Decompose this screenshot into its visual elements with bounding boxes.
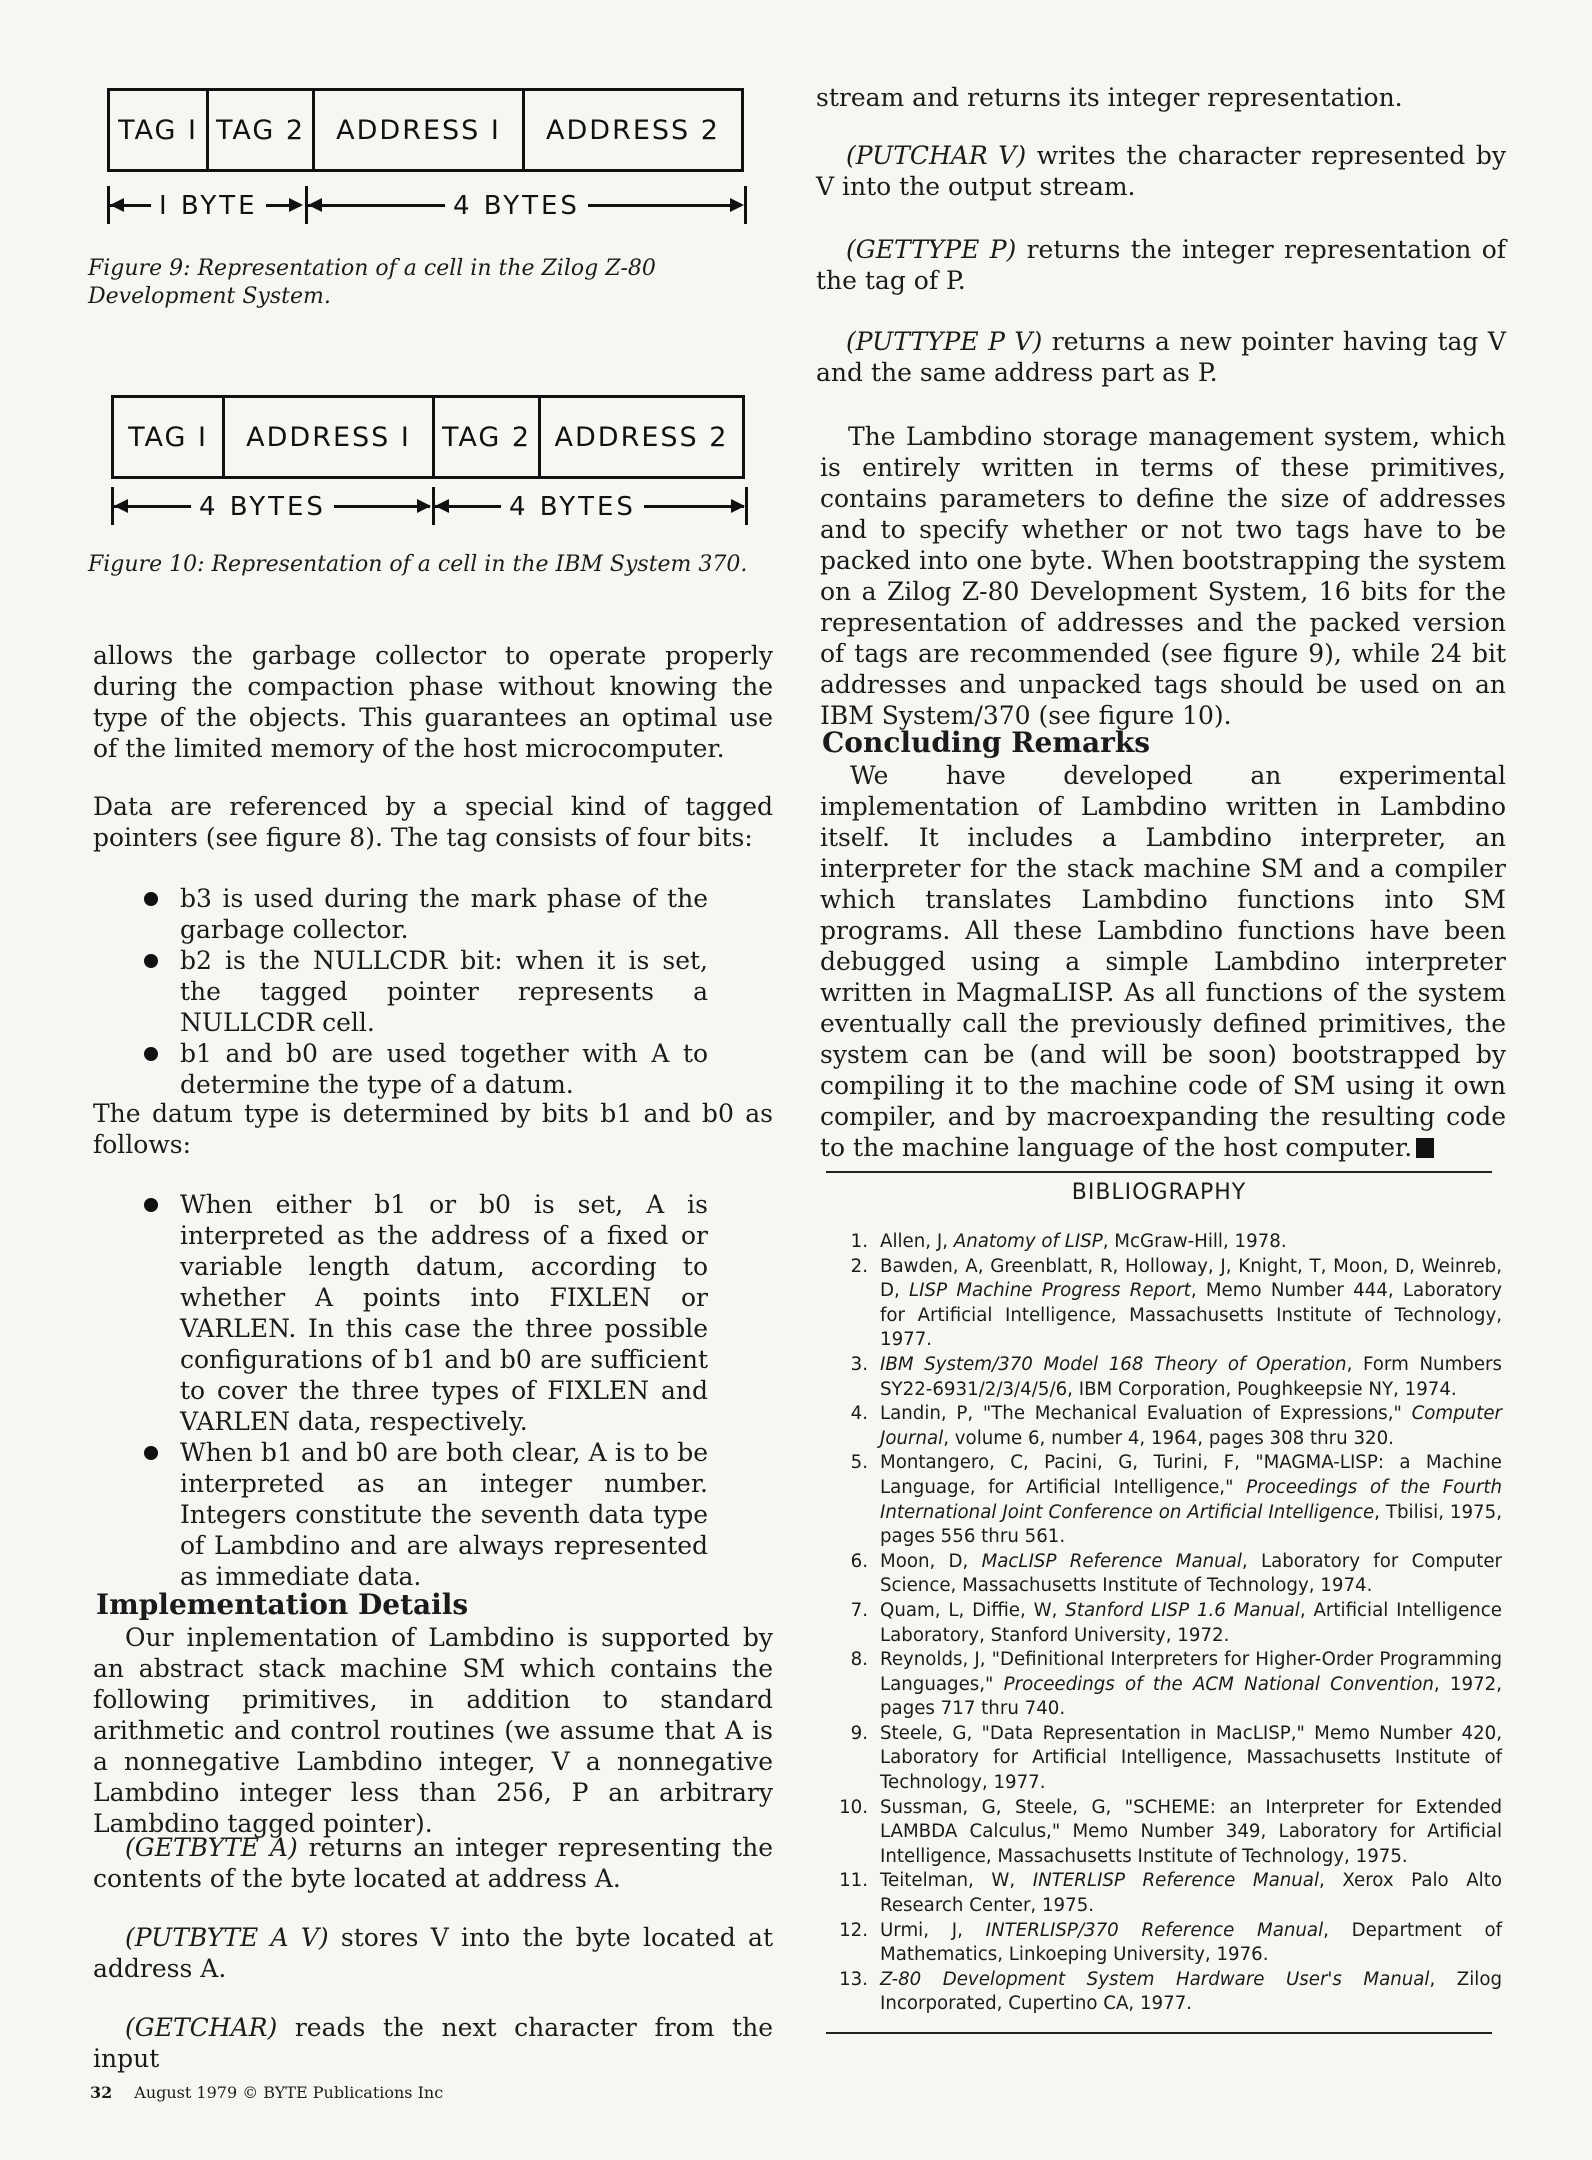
- section-heading-implementation: Implementation Details: [96, 1588, 469, 1621]
- bibliography-item: 8. Reynolds, J, "Definitional Interpreters for Higher-Order Programming Languages," Proceedings of the ACM National Convention, 1972, pages 717 thru 740.: [850, 1649, 1502, 1720]
- list-item: When b1 and b0 are both clear, A is to be interpreted as an integer number. Integers constitute the seventh data type of Lambdino and are always represented as immediate data.: [136, 1437, 708, 1592]
- body-paragraph: allows the garbage collector to operate properly during the compaction phase without knowing the type of the objects. This guarantees an optimal use of the limited memory of the host microcomputer.: [93, 641, 773, 763]
- bibliography-item: 2. Bawden, A, Greenblatt, R, Holloway, J, Knight, T, Moon, D, Weinreb, D, LISP Machine Progress Report, Memo Number 444, Laboratory for Artificial Intelligence, Massachusetts Institute of Technology, 1977.: [850, 1255, 1502, 1351]
- fig9-address2: ADDRESS 2: [546, 114, 720, 146]
- primitive-puttype: (PUTTYPE P V) returns a new pointer having tag V and the same address part as P.: [816, 327, 1506, 387]
- primitive-getchar: (GETCHAR) reads the next character from the input: [93, 2013, 773, 2073]
- fig10-address1: ADDRESS I: [225, 398, 435, 476]
- fig9-cell: [107, 88, 744, 172]
- fig10-tag1: TAG I: [114, 398, 225, 476]
- end-mark-icon: [1416, 1138, 1434, 1158]
- fig10-address2: ADDRESS 2: [554, 421, 729, 453]
- list-item: b3 is used during the mark phase of the garbage collector.: [136, 883, 708, 945]
- fig9-tag1: TAG I: [110, 91, 209, 169]
- bibliography-bottom-rule: [826, 2032, 1492, 2034]
- body-paragraph: Our inplementation of Lambdino is supported by an abstract stack machine SM which contains the following primitives, in addition to standard arithmetic and control routines (we assume that A is a nonnegative Lambdino integer, V a nonnegative Lambdino integer less than 256, P an arbitrary Lambdino tagged pointer).: [93, 1623, 773, 1838]
- fig9-dimension: [107, 186, 747, 226]
- bibliography-top-rule: [826, 1171, 1492, 1173]
- body-paragraph: stream and returns its integer representation.: [816, 83, 1403, 112]
- bullet-icon: [144, 1047, 158, 1061]
- fig10-cell: [111, 395, 745, 479]
- footer-text: August 1979 © BYTE Publications Inc: [134, 2083, 444, 2102]
- fig9-dim-4bytes: 4 BYTES: [445, 186, 588, 226]
- body-paragraph: The Lambdino storage management system, which is entirely written in terms of these primitives, contains parameters to define the size of addresses and to specify whether or not two tags have to be packed into one byte. When bootstrapping the system on a Zilog Z-80 Development System, 16 bits for the representation of addresses and the packed version of tags are recommended (see figure 9), while 24 bit addresses and unpacked tags should be used on an IBM System/370 (see figure 10).: [820, 422, 1506, 730]
- body-paragraph: We have developed an experimental implementation of Lambdino written in Lambdino itself. It includes a Lambdino interpreter, an interpreter for the stack machine SM and a compiler which translates Lambdino functions into SM programs. All these Lambdino functions have been debugged using a simple Lambdino interpreter written in MagmaLISP. As all functions of the system eventually call the previously defined primitives, the system can be (and will be soon) bootstrapped by compiling it to the machine code of SM using it own compiler, and by macroexpanding the resulting code to the machine language of the host computer.: [820, 761, 1506, 1162]
- body-paragraph: Data are referenced by a special kind of tagged pointers (see figure 8). The tag consists of four bits:: [93, 792, 773, 852]
- primitive-putchar: (PUTCHAR V) writes the character represented by V into the output stream.: [816, 141, 1506, 201]
- fig9-dim-1byte: I BYTE: [151, 186, 266, 226]
- list-item: b1 and b0 are used together with A to determine the type of a datum.: [136, 1038, 708, 1100]
- bibliography-item: 11. Teitelman, W, INTERLISP Reference Manual, Xerox Palo Alto Research Center, 1975.: [839, 1870, 1502, 1917]
- list-item: When either b1 or b0 is set, A is interpreted as the address of a fixed or variable length datum, according to whether A points into FIXLEN or VARLEN. In this case the three possible configurations of b1 and b0 are sufficient to cover the three types of FIXLEN and VARLEN data, respectively.: [136, 1189, 708, 1437]
- bibliography-item: 10. Sussman, G, Steele, G, "SCHEME: an Interpreter for Extended LAMBDA Calculus," Memo Number 349, Laboratory for Artificial Intelligence, Massachusetts Institute of Technology, 1975.: [839, 1796, 1502, 1867]
- bibliography-item: 13. Z-80 Development System Hardware User's Manual, Zilog Incorporated, Cupertino CA, 1977.: [839, 1968, 1502, 2015]
- fig10-caption: Figure 10: Representation of a cell in the IBM System 370.: [88, 552, 748, 577]
- bibliography-item: 7. Quam, L, Diffie, W, Stanford LISP 1.6 Manual, Artificial Intelligence Laboratory, Stanford University, 1972.: [850, 1599, 1502, 1646]
- page-number: 32: [90, 2083, 113, 2102]
- bibliography-item: 5. Montangero, C, Pacini, G, Turini, F, "MAGMA-LISP: a Machine Language, for Artificial Intelligence," Proceedings of the Fourth International Joint Conference on Artificial Intelligence, Tbilisi, 1975, pages 556 thru 561.: [850, 1452, 1502, 1548]
- page-footer: [90, 2083, 443, 2102]
- fig10-dim-left: 4 BYTES: [191, 487, 334, 527]
- bullet-icon: [144, 1446, 158, 1460]
- bibliography-item: 9. Steele, G, "Data Representation in MacLISP," Memo Number 420, Laboratory for Artificial Intelligence, Massachusetts Institute of Technology, 1977.: [850, 1722, 1502, 1794]
- body-paragraph: The datum type is determined by bits b1 and b0 as follows:: [93, 1099, 773, 1159]
- bibliography-item: 6. Moon, D, MacLISP Reference Manual, Laboratory for Computer Science, Massachusetts Institute of Technology, 1974.: [850, 1550, 1502, 1597]
- tag-bits-list: [136, 883, 708, 1100]
- bullet-icon: [144, 954, 158, 968]
- bibliography-item: 12. Urmi, J, INTERLISP/370 Reference Manual, Department of Mathematics, Linkoeping University, 1976.: [839, 1919, 1502, 1966]
- bibliography-item: 3. IBM System/370 Model 168 Theory of Operation, Form Numbers SY22-6931/2/3/4/5/6, IBM Corporation, Poughkeepsie NY, 1974.: [850, 1353, 1502, 1400]
- fig9-address1: ADDRESS I: [315, 91, 525, 169]
- bibliography-list: [830, 1230, 1502, 2017]
- bibliography-title: BIBLIOGRAPHY: [1071, 1180, 1247, 1205]
- bullet-icon: [144, 892, 158, 906]
- fig9-caption: Figure 9: Representation of a cell in the Zilog Z-80 Development System.: [88, 256, 656, 309]
- primitive-gettype: (GETTYPE P) returns the integer representation of the tag of P.: [816, 235, 1507, 295]
- fig10-dim-right: 4 BYTES: [501, 487, 644, 527]
- bibliography-item: 4. Landin, P, "The Mechanical Evaluation of Expressions," Computer Journal, volume 6, number 4, 1964, pages 308 thru 320.: [850, 1403, 1502, 1449]
- primitive-putbyte: (PUTBYTE A V) stores V into the byte located at address A.: [93, 1923, 773, 1983]
- fig9-tag2: TAG 2: [209, 91, 315, 169]
- list-item: b2 is the NULLCDR bit: when it is set, the tagged pointer represents a NULLCDR cell.: [136, 945, 708, 1038]
- fig10-dimension: [111, 487, 748, 527]
- datum-type-list: [136, 1189, 708, 1592]
- primitive-getbyte: (GETBYTE A) returns an integer representing the contents of the byte located at address A.: [93, 1833, 773, 1893]
- fig10-tag2: TAG 2: [435, 398, 541, 476]
- section-heading-concluding: Concluding Remarks: [822, 726, 1151, 759]
- bullet-icon: [144, 1198, 158, 1212]
- bibliography-item: 1. Allen, J, Anatomy of LISP, McGraw-Hill, 1978.: [850, 1231, 1287, 1252]
